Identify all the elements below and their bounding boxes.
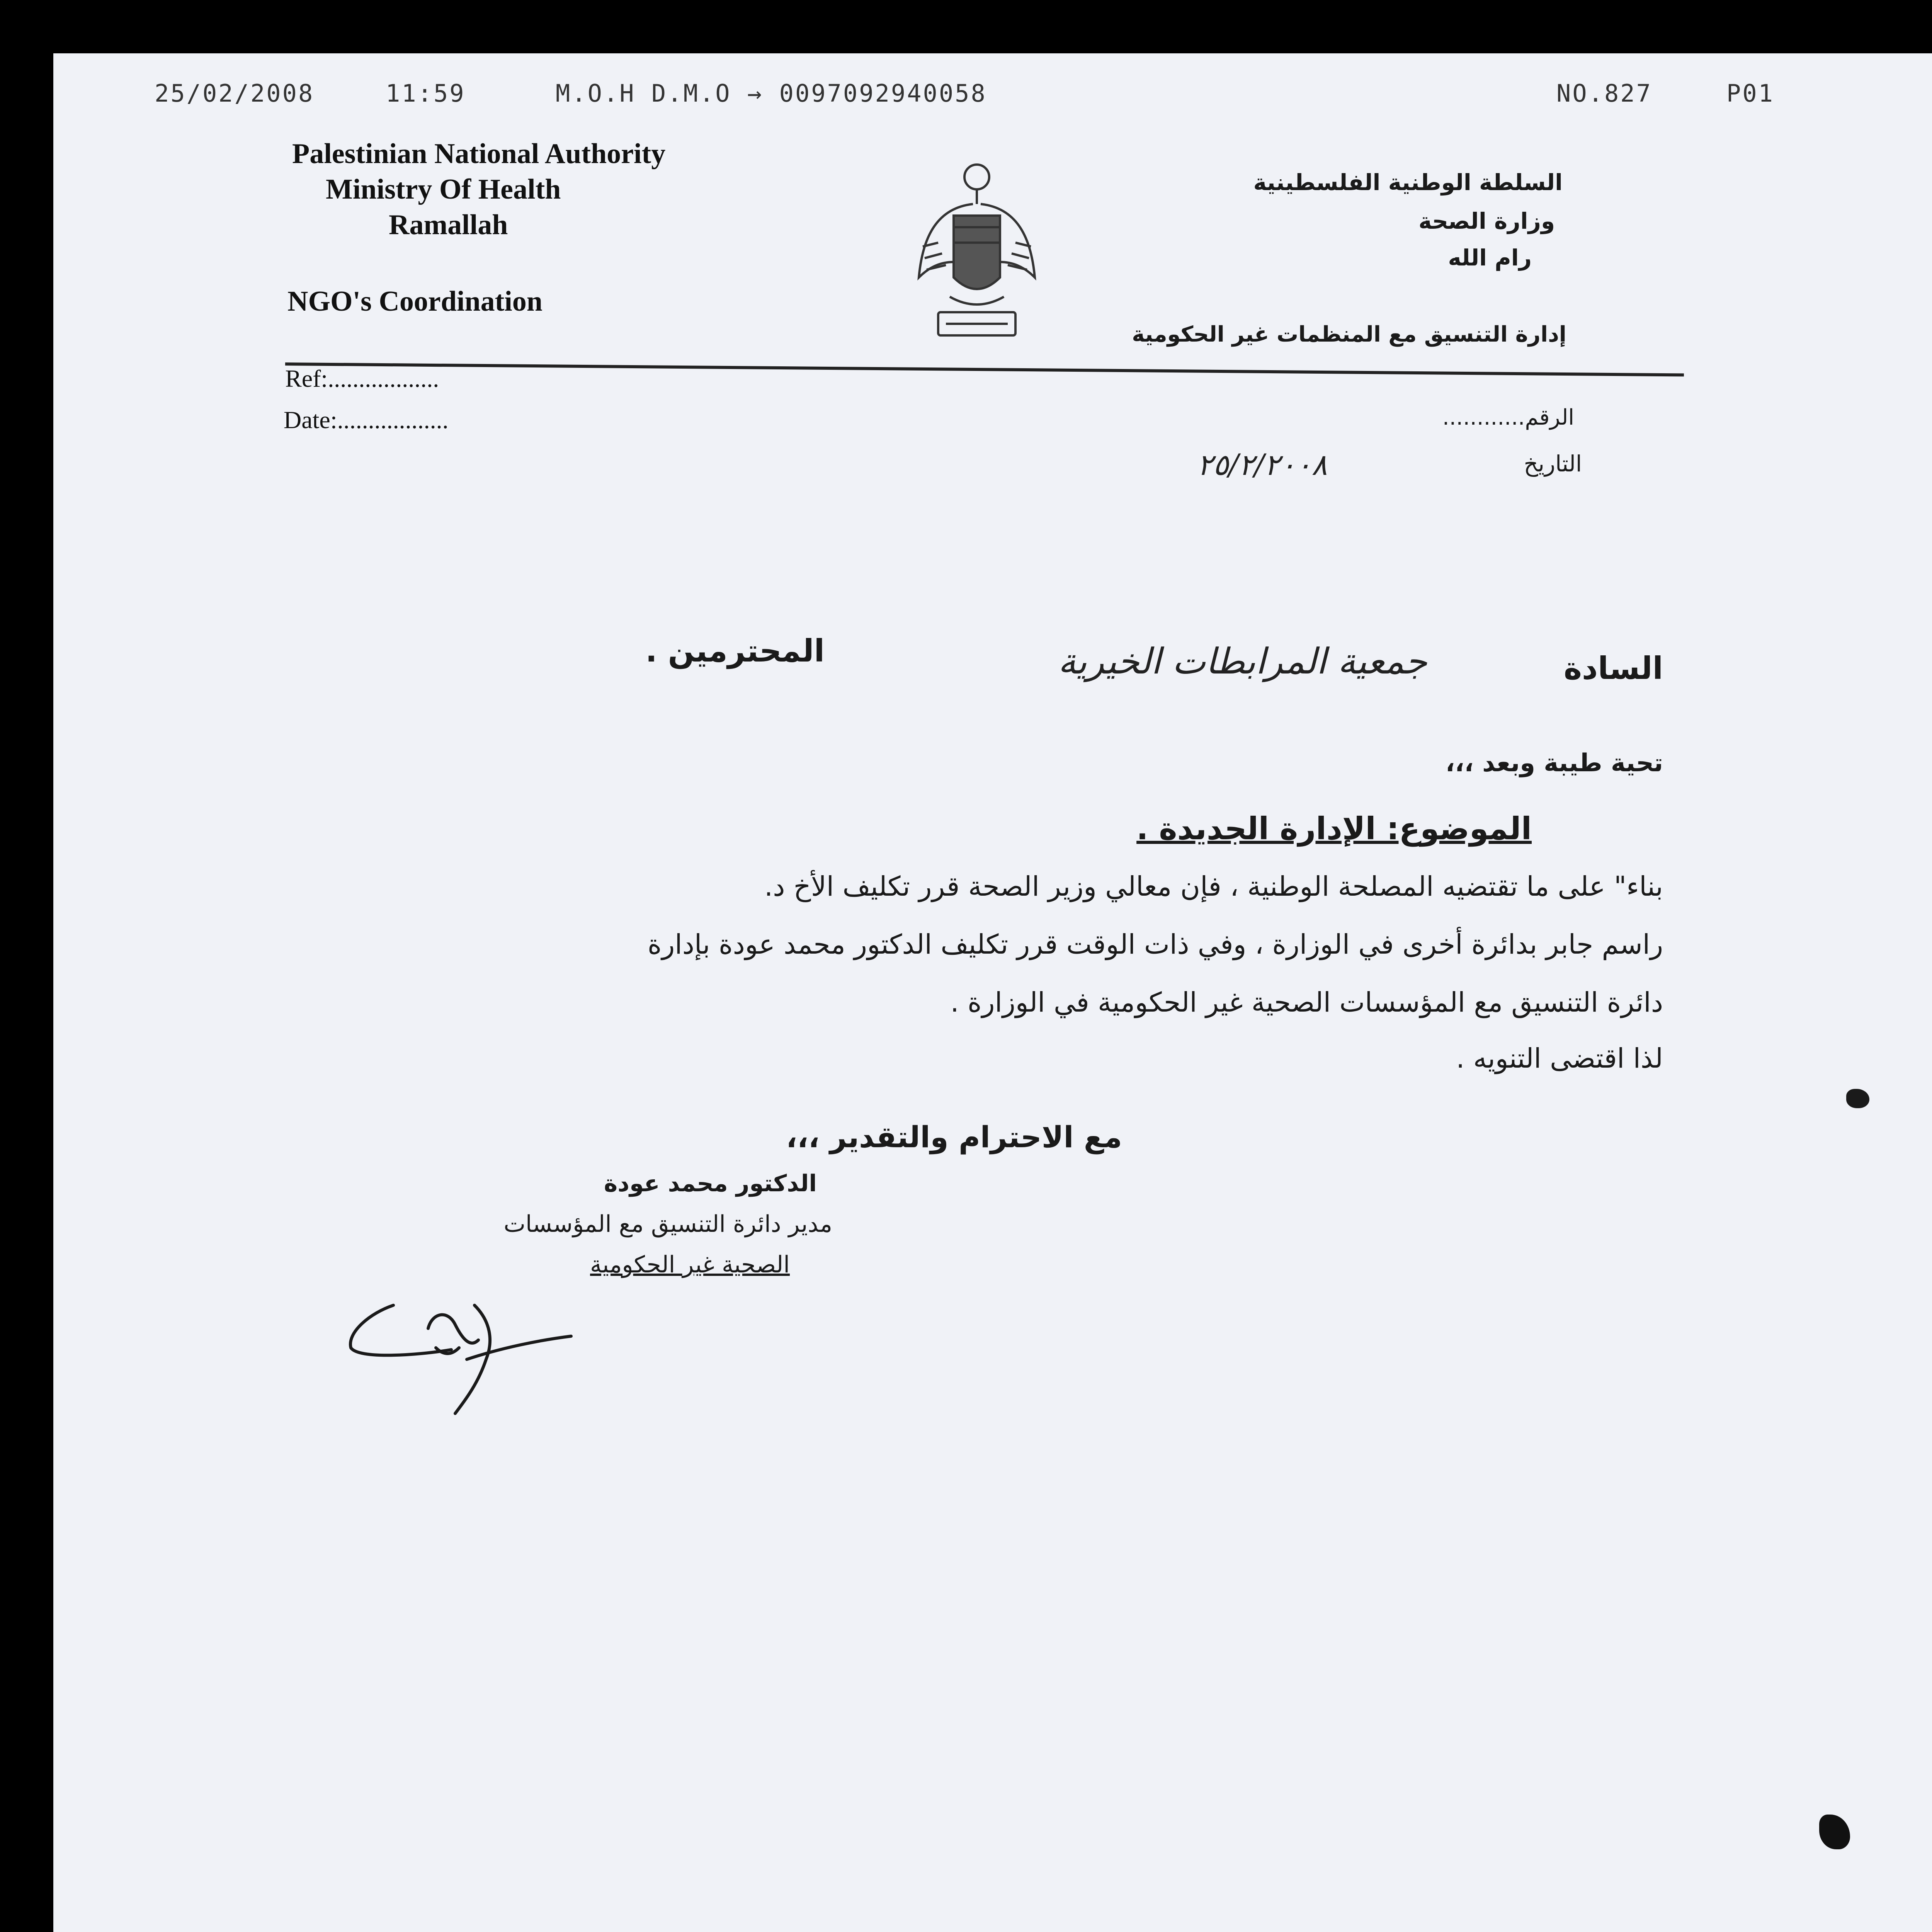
fax-page-number: P01 [1726,79,1774,107]
fax-sender: M.O.H D.M.O → 0097092940058 [556,79,987,107]
addressee-name: جمعية المرابطات الخيرية [1058,641,1427,682]
subject-line: الموضوع: الإدارة الجديدة . [1136,811,1532,847]
ref-label: Ref:.................. [285,365,439,392]
fax-time: 11:59 [386,79,466,107]
header-rule [285,362,1684,376]
closing-line: مع الاحترام والتقدير ،،، [786,1120,1122,1154]
body-line-2: راسم جابر بدائرة أخرى في الوزارة ، وفي ذات الوقت قرر تكليف الدكتور محمد عودة بإدارة [647,929,1663,960]
signatory-name: الدكتور محمد عودة [604,1170,817,1197]
scan-artifact-mark [1846,1089,1869,1108]
greeting: تحية طيبة وبعد ،،، [1445,749,1663,777]
date-label: Date:.................. [284,406,449,434]
letterhead-en-line2: Ministry Of Health [326,173,561,205]
ar-ref-label: الرقم............ [1442,405,1574,430]
fax-date: 25/02/2008 [155,79,315,107]
ar-date-label: التاريخ [1524,451,1582,477]
handwritten-signature [339,1282,579,1429]
addressee-label: السادة [1563,650,1663,686]
letterhead-en-line3: Ramallah [389,209,508,241]
punch-hole-mark [1819,1815,1850,1849]
signatory-title-2: الصحية غير الحكومية [590,1251,790,1278]
signatory-title-1: مدير دائرة التنسيق مع المؤسسات [503,1211,832,1238]
body-line-4: لذا اقتضى التنويه . [1456,1043,1663,1074]
letterhead-ar-line2: وزارة الصحة [1418,208,1555,234]
addressee-suffix: المحترمين . [645,633,825,669]
body-line-1: بناء" على ما تقتضيه المصلحة الوطنية ، فإن معالي وزير الصحة قرر تكليف الأخ د. [764,871,1663,902]
letterhead-en-line1: Palestinian National Authority [292,138,666,170]
fax-page [53,53,1932,1932]
letterhead-en-department: NGO's Coordination [287,286,543,317]
letterhead-ar-line1: السلطة الوطنية الفلسطينية [1253,169,1563,196]
body-line-3: دائرة التنسيق مع المؤسسات الصحية غير الحكومية في الوزارة . [950,986,1663,1018]
ar-date-value: ٢٥/٢/٢٠٠٨ [1197,447,1327,482]
fax-number: NO.827 [1556,79,1652,107]
letterhead-ar-department: إدارة التنسيق مع المنظمات غير الحكومية [1132,322,1566,347]
eagle-emblem-icon [907,150,1046,351]
letterhead-ar-line3: رام الله [1448,245,1532,271]
